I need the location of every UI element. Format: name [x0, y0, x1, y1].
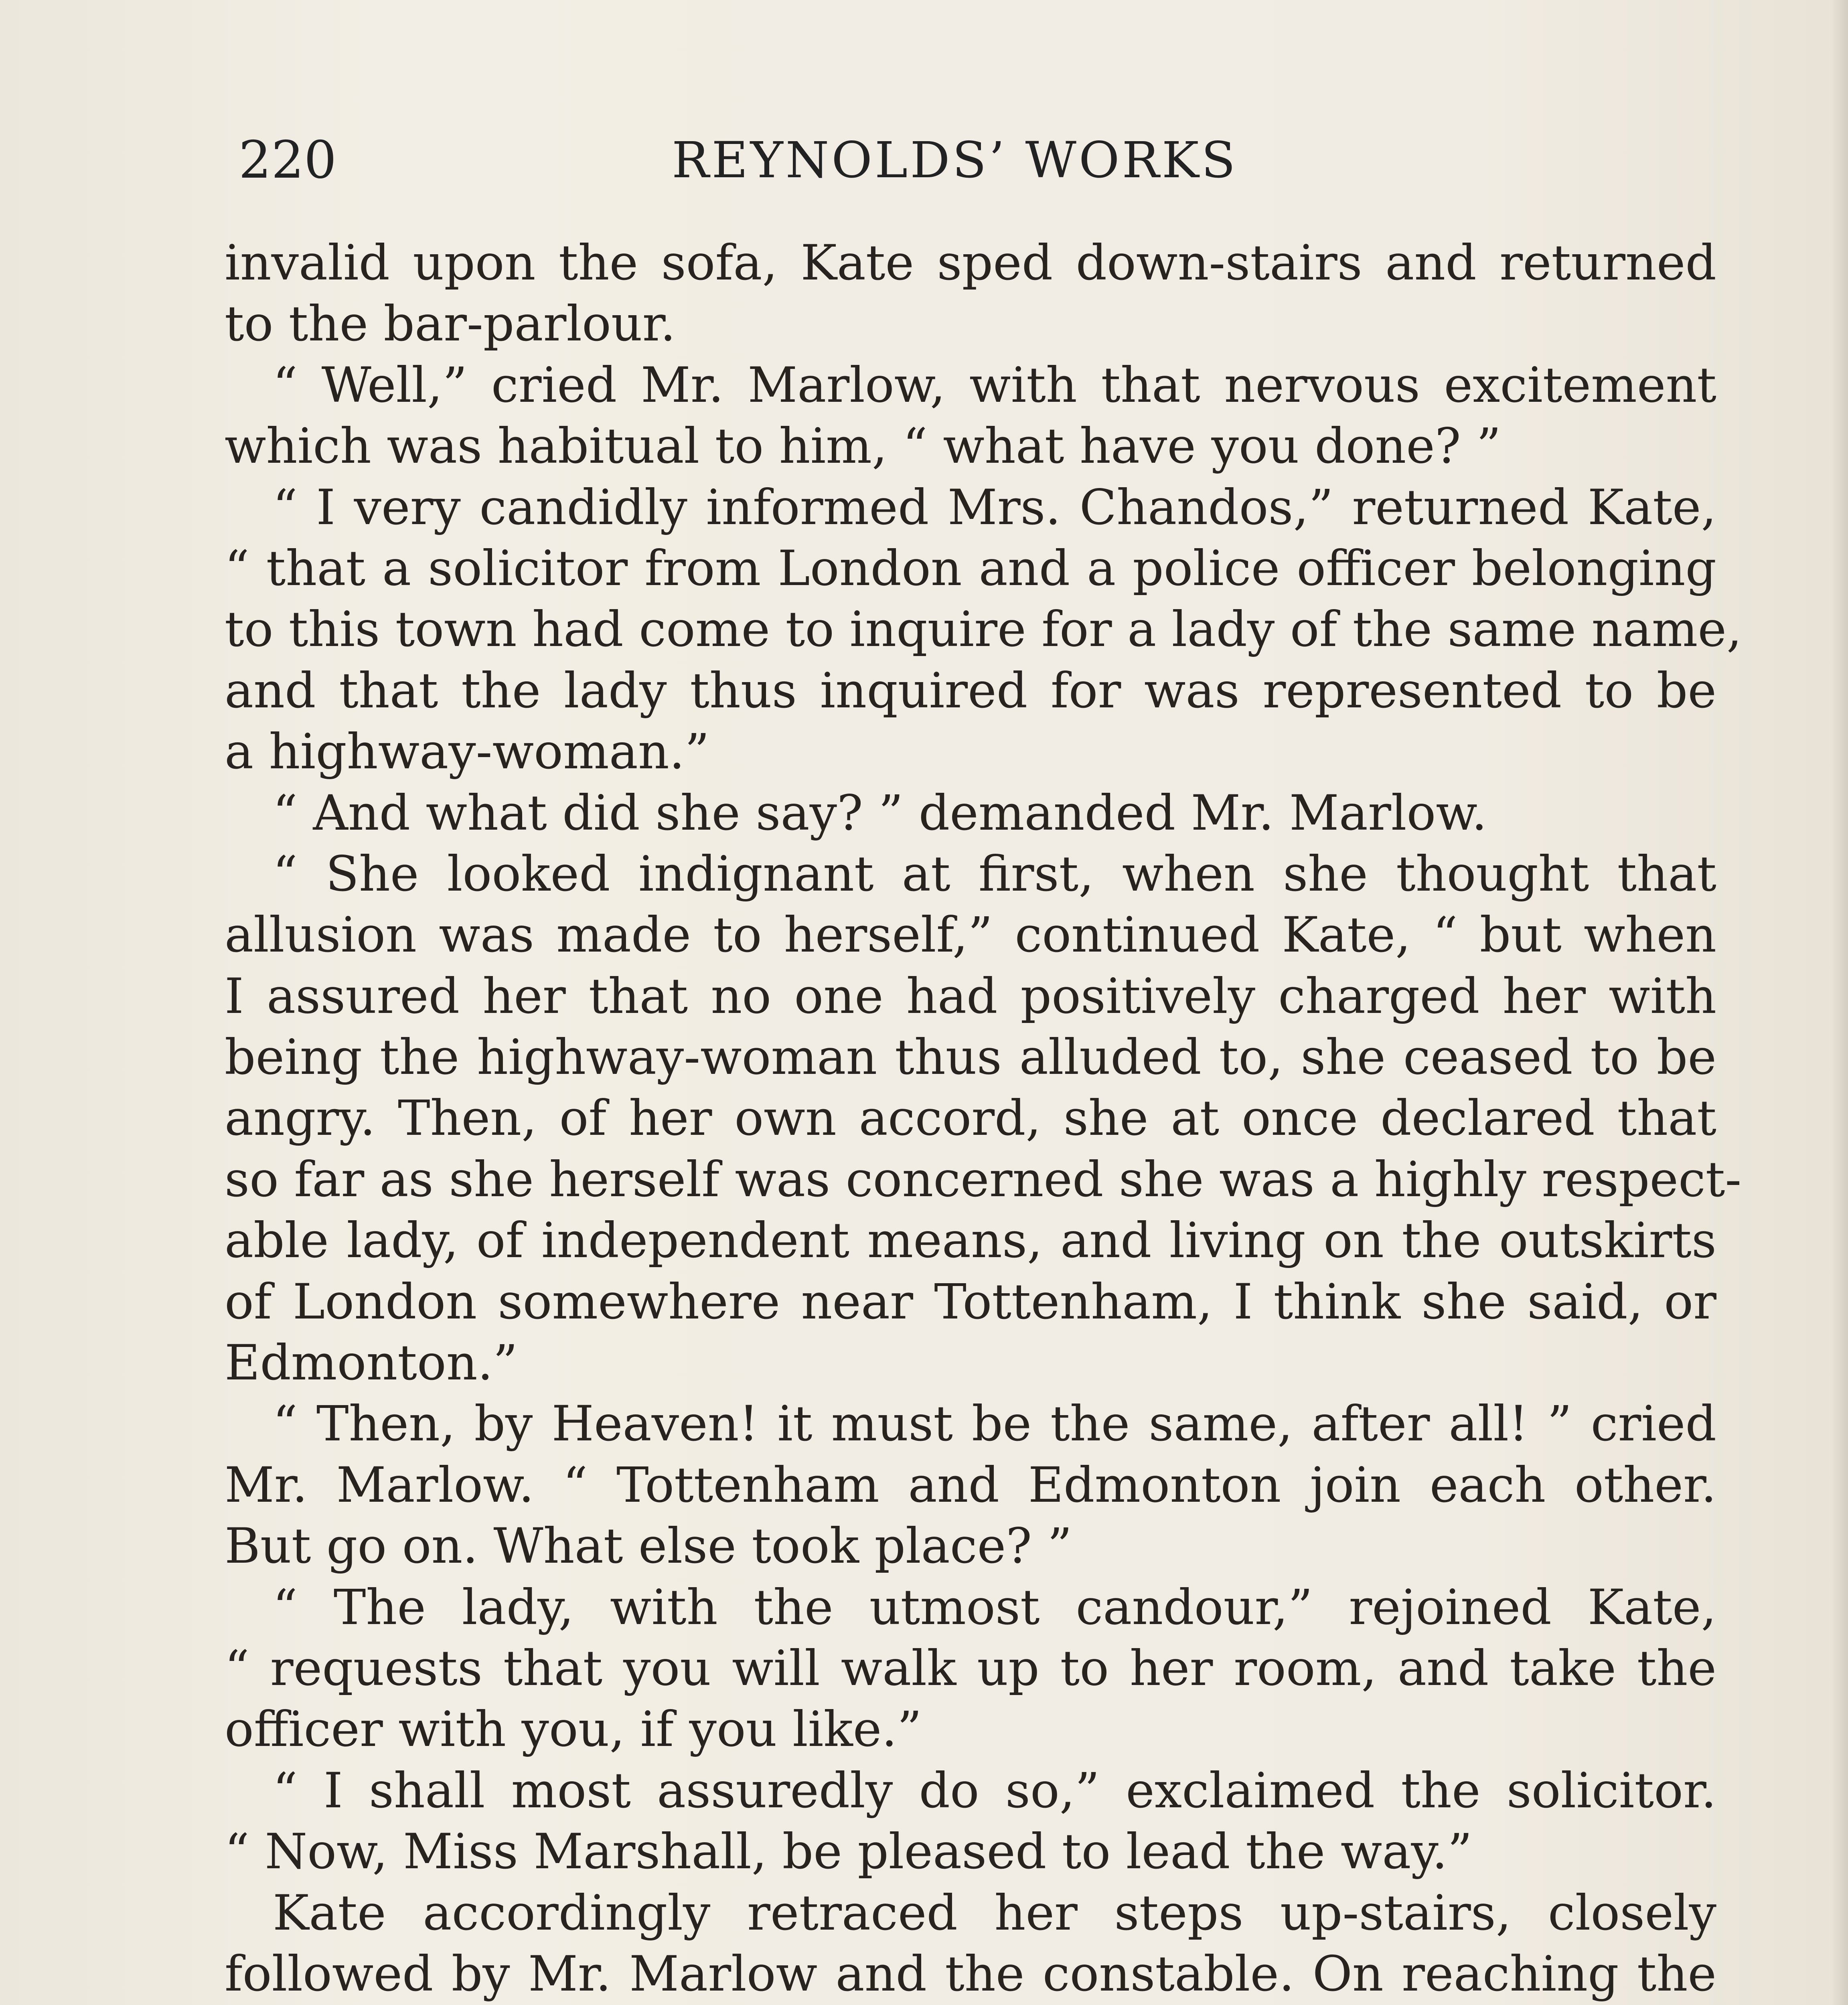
- text-line: Mr. Marlow. “ Tottenham and Edmonton join each other.: [225, 1456, 1716, 1513]
- text-line: able lady, of independent means, and living on the outskirts: [225, 1212, 1716, 1269]
- page-edge-shadow: [1832, 0, 1848, 2005]
- text-line: invalid upon the sofa, Kate sped down-stairs and returned: [225, 235, 1716, 291]
- text-line: to this town had come to inquire for a lady of the same name,: [225, 601, 1742, 658]
- text-line: “ And what did she say? ” demanded Mr. Marlow.: [273, 784, 1487, 841]
- text-line: “ I very candidly informed Mrs. Chandos,” returned Kate,: [273, 479, 1716, 536]
- text-line: I assured her that no one had positively charged her with: [225, 968, 1716, 1025]
- text-line: “ that a solicitor from London and a police officer belonging: [225, 540, 1716, 597]
- page-number: 220: [239, 130, 337, 190]
- text-line: which was habitual to him, “ what have you done? ”: [225, 418, 1502, 475]
- text-line: being the highway-woman thus alluded to, she ceased to be: [225, 1029, 1716, 1086]
- text-line: to the bar-parlour.: [225, 296, 676, 352]
- text-line: angry. Then, of her own accord, she at once declared that: [225, 1090, 1716, 1147]
- text-line: Kate accordingly retraced her steps up-stairs, closely: [273, 1884, 1716, 1941]
- text-line: and that the lady thus inquired for was represented to be: [225, 662, 1716, 719]
- text-line: allusion was made to herself,” continued Kate, “ but when: [225, 907, 1716, 964]
- text-line: “ I shall most assuredly do so,” exclaimed the solicitor.: [273, 1762, 1716, 1819]
- text-line: “ Now, Miss Marshall, be pleased to lead the way.”: [225, 1823, 1473, 1880]
- text-line: officer with you, if you like.”: [225, 1701, 922, 1758]
- text-line: “ requests that you will walk up to her room, and take the: [225, 1640, 1716, 1697]
- running-head: REYNOLDS’ WORKS: [672, 132, 1238, 189]
- text-line: Edmonton.”: [225, 1335, 518, 1391]
- text-line: of London somewhere near Tottenham, I think she said, or: [225, 1273, 1716, 1330]
- text-line: But go on. What else took place? ”: [225, 1518, 1072, 1575]
- text-line: “ She looked indignant at first, when she thought that: [273, 845, 1716, 902]
- text-line: a highway-woman.”: [225, 723, 710, 780]
- text-line: so far as she herself was concerned she was a highly respect-: [225, 1151, 1742, 1208]
- body-text: [225, 233, 1742, 2005]
- text-line: “ Then, by Heaven! it must be the same, after all! ” cried: [273, 1395, 1716, 1452]
- text-line: “ The lady, with the utmost candour,” rejoined Kate,: [273, 1579, 1716, 1636]
- text-line: “ Well,” cried Mr. Marlow, with that nervous excitement: [273, 356, 1716, 413]
- page-header: [239, 124, 1714, 196]
- text-line: followed by Mr. Marlow and the constable. On reaching the: [225, 1945, 1716, 2002]
